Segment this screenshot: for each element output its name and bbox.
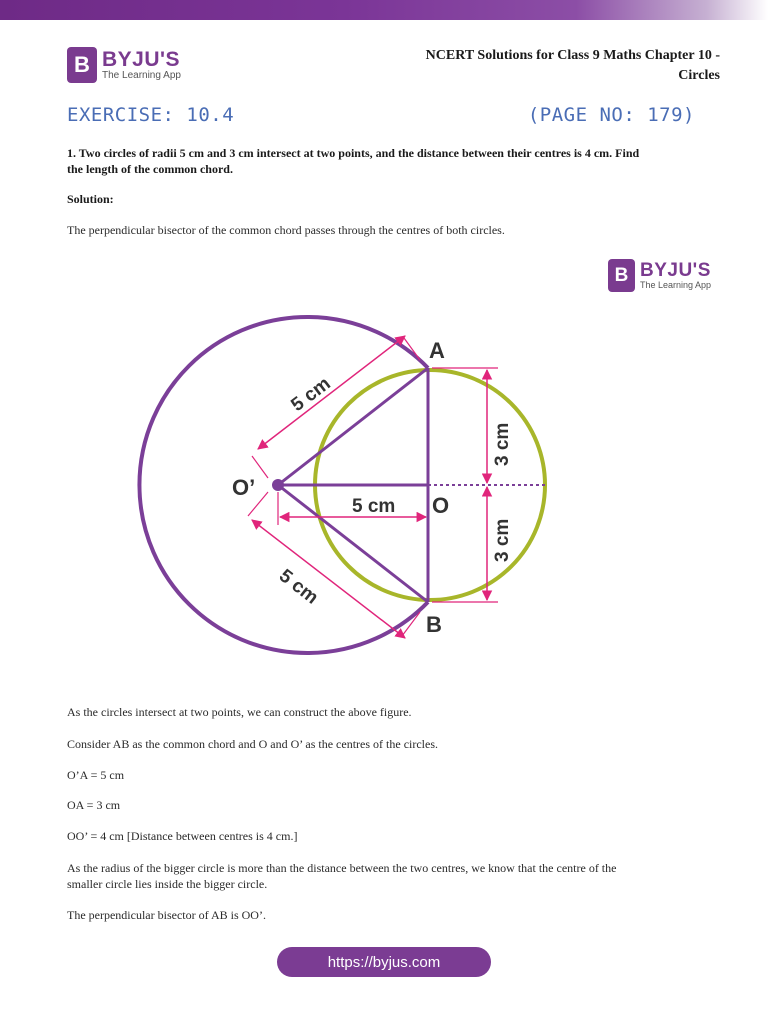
exercise-heading: EXERCISE: 10.4 (67, 104, 235, 126)
title-line-2: Circles (678, 68, 720, 83)
label-o: O (432, 493, 450, 518)
footer-url-button[interactable] (277, 947, 491, 977)
figure-watermark-logo (608, 259, 711, 292)
body-paragraph-6 (67, 860, 707, 892)
body-paragraph-6-line-1: As the radius of the bigger circle is more than the distance between the two centres, we know that the centre of the (67, 861, 617, 875)
document-title (426, 46, 720, 86)
question-text (67, 145, 707, 177)
label-3cm-bottom: 3 cm (492, 518, 513, 562)
center-o-prime-dot (272, 479, 284, 491)
title-line-1: NCERT Solutions for Class 9 Maths Chapter 10 - (425, 48, 720, 63)
body-paragraph-6-line-2: smaller circle lies inside the bigger circle. (67, 877, 268, 891)
radius-o-prime-a (278, 368, 428, 485)
body-paragraph-1: As the circles intersect at two points, we can construct the above figure. (67, 705, 412, 719)
label-b: B (426, 612, 442, 637)
byjus-logo-icon (67, 47, 97, 83)
logo-letter: B (74, 52, 90, 77)
question-line-2: the length of the common chord. (67, 162, 233, 176)
label-5cm-top: 5 cm (287, 373, 335, 416)
byjus-logo (67, 47, 181, 83)
footer-url-text[interactable]: https://byjus.com (327, 953, 441, 971)
label-5cm-mid: 5 cm (352, 496, 396, 517)
body-paragraph-2: Consider AB as the common chord and O and O’ as the centres of the circles. (67, 737, 439, 751)
watermark-letter: B (614, 264, 629, 286)
label-5cm-bottom: 5 cm (274, 565, 322, 609)
dim-line-5cm-top (258, 336, 405, 449)
logo-tagline: The Learning App (102, 69, 181, 81)
label-3cm-top: 3 cm (492, 422, 513, 466)
question-line-1: 1. Two circles of radii 5 cm and 3 cm intersect at two points, and the distance between their centres is 4 cm. Find (67, 146, 640, 160)
body-paragraph-7: The perpendicular bisector of AB is OO’. (67, 908, 266, 922)
equation-o-prime-a: O’A = 5 cm (67, 768, 125, 782)
solution-label: Solution: (67, 192, 114, 206)
label-o-prime: O’ (232, 475, 256, 500)
page-number-heading: (PAGE NO: 179) (527, 104, 695, 126)
label-a: A (429, 338, 445, 363)
intro-paragraph: The perpendicular bisector of the common chord passes through the centres of both circles. (67, 223, 505, 237)
watermark-tagline: The Learning App (640, 279, 712, 290)
circles-figure (100, 270, 620, 690)
logo-name: BYJU'S (102, 47, 181, 71)
equation-oa: OA = 3 cm (67, 798, 121, 812)
header-band (0, 0, 768, 20)
equation-oo-prime: OO’ = 4 cm [Distance between centres is 4 cm.] (67, 829, 298, 843)
watermark-name: BYJU'S (640, 259, 711, 281)
